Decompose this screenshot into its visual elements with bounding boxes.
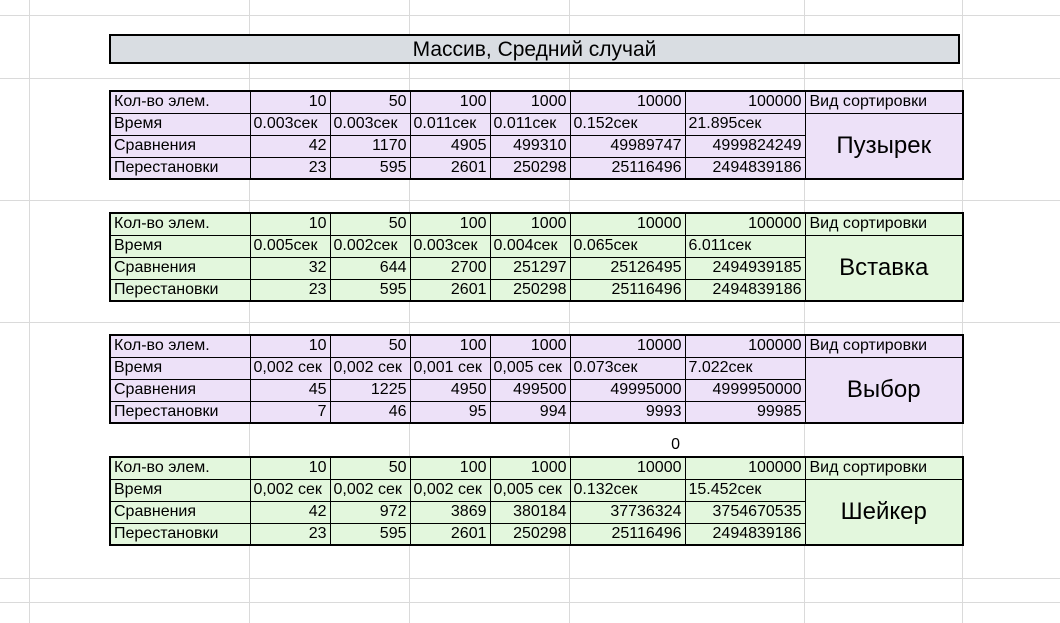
size-cell[interactable]: 100000 [685,213,805,235]
size-cell[interactable]: 100 [410,213,490,235]
time-cell[interactable]: 15.452сек [685,479,805,501]
sort-table [109,334,964,424]
gridline [0,78,1060,79]
sort-name-cell[interactable]: Выбор [805,357,963,423]
comparisons-cell[interactable]: 32 [250,257,330,279]
time-cell[interactable]: 0,005 сек [490,357,570,379]
time-cell[interactable]: 0.132сек [570,479,685,501]
swaps-cell[interactable]: 46 [330,401,410,423]
sort-name-cell[interactable]: Шейкер [805,479,963,545]
swaps-cell[interactable]: 23 [250,523,330,545]
time-cell[interactable]: 6.011сек [685,235,805,257]
comparisons-cell[interactable]: 380184 [490,501,570,523]
comparisons-cell[interactable]: 4905 [410,135,490,157]
table-row [110,213,963,235]
size-cell[interactable]: 10000 [570,335,685,357]
table-row [110,91,963,113]
size-cell[interactable]: 100000 [685,91,805,113]
row-label[interactable]: Кол-во элем. [110,213,250,235]
size-cell[interactable]: 50 [330,91,410,113]
swaps-cell[interactable]: 2601 [410,157,490,179]
row-label[interactable]: Сравнения [110,135,250,157]
comparisons-cell[interactable]: 1225 [330,379,410,401]
size-cell[interactable]: 100000 [685,335,805,357]
time-cell[interactable]: 0,002 сек [410,479,490,501]
swaps-cell[interactable]: 2601 [410,523,490,545]
size-cell[interactable]: 10000 [570,213,685,235]
gridline [29,0,30,623]
comparisons-cell[interactable]: 251297 [490,257,570,279]
table-row [110,235,963,257]
sort-kind-header[interactable]: Вид сортировки [805,335,963,357]
sort-kind-header[interactable]: Вид сортировки [805,213,963,235]
table-row [110,357,963,379]
table-row [110,113,963,135]
row-label[interactable]: Время [110,357,250,379]
size-cell[interactable]: 100000 [685,457,805,479]
swaps-cell[interactable]: 250298 [490,523,570,545]
row-label[interactable]: Время [110,113,250,135]
size-cell[interactable]: 1000 [490,213,570,235]
time-cell[interactable]: 0,002 сек [250,357,330,379]
swaps-cell[interactable]: 2494839186 [685,523,805,545]
size-cell[interactable]: 10000 [570,457,685,479]
swaps-cell[interactable]: 595 [330,157,410,179]
row-label[interactable]: Перестановки [110,157,250,179]
size-cell[interactable]: 1000 [490,91,570,113]
row-label[interactable]: Перестановки [110,279,250,301]
comparisons-cell[interactable]: 37736324 [570,501,685,523]
swaps-cell[interactable]: 250298 [490,157,570,179]
sort-table [109,456,964,546]
table-row [110,335,963,357]
size-cell[interactable]: 10 [250,457,330,479]
gridline [0,578,1060,579]
time-cell[interactable]: 0.152сек [570,113,685,135]
time-cell[interactable]: 0.002сек [330,235,410,257]
swaps-cell[interactable]: 2494839186 [685,157,805,179]
row-label[interactable]: Кол-во элем. [110,91,250,113]
time-cell[interactable]: 0,005 сек [490,479,570,501]
size-cell[interactable]: 10 [250,335,330,357]
comparisons-cell[interactable]: 499310 [490,135,570,157]
comparisons-cell[interactable]: 4999950000 [685,379,805,401]
comparisons-cell[interactable]: 49989747 [570,135,685,157]
size-cell[interactable]: 1000 [490,335,570,357]
gridline [0,200,1060,201]
swaps-cell[interactable]: 23 [250,157,330,179]
time-cell[interactable]: 0.005сек [250,235,330,257]
stray-cell[interactable]: 0 [671,436,680,453]
comparisons-cell[interactable]: 49995000 [570,379,685,401]
time-cell[interactable]: 0.011сек [410,113,490,135]
size-cell[interactable]: 50 [330,335,410,357]
comparisons-cell[interactable]: 45 [250,379,330,401]
time-cell[interactable]: 21.895сек [685,113,805,135]
swaps-cell[interactable]: 2601 [410,279,490,301]
swaps-cell[interactable]: 25116496 [570,279,685,301]
swaps-cell[interactable]: 25116496 [570,523,685,545]
page-title[interactable]: Массив, Средний случай [109,34,960,64]
size-cell[interactable]: 100 [410,335,490,357]
size-cell[interactable]: 10 [250,91,330,113]
comparisons-cell[interactable]: 2494939185 [685,257,805,279]
comparisons-cell[interactable]: 42 [250,135,330,157]
time-cell[interactable]: 0,002 сек [330,479,410,501]
time-cell[interactable]: 0.003сек [410,235,490,257]
swaps-cell[interactable]: 2494839186 [685,279,805,301]
comparisons-cell[interactable]: 4950 [410,379,490,401]
size-cell[interactable]: 10 [250,213,330,235]
time-cell[interactable]: 0,002 сек [330,357,410,379]
table-row [110,479,963,501]
size-cell[interactable]: 100 [410,457,490,479]
row-label[interactable]: Время [110,235,250,257]
swaps-cell[interactable]: 9993 [570,401,685,423]
swaps-cell[interactable]: 95 [410,401,490,423]
swaps-cell[interactable]: 595 [330,279,410,301]
comparisons-cell[interactable]: 25126495 [570,257,685,279]
gridline [0,322,1060,323]
row-label[interactable]: Перестановки [110,523,250,545]
time-cell[interactable]: 0.004сек [490,235,570,257]
swaps-cell[interactable]: 25116496 [570,157,685,179]
comparisons-cell[interactable]: 4999824249 [685,135,805,157]
swaps-cell[interactable]: 23 [250,279,330,301]
row-label[interactable]: Время [110,479,250,501]
comparisons-cell[interactable]: 3869 [410,501,490,523]
table-row [110,457,963,479]
row-label[interactable]: Сравнения [110,257,250,279]
gridline [0,602,1060,603]
swaps-cell[interactable]: 99985 [685,401,805,423]
size-cell[interactable]: 1000 [490,457,570,479]
time-cell[interactable]: 0.073сек [570,357,685,379]
comparisons-cell[interactable]: 3754670535 [685,501,805,523]
gridline [0,15,1060,16]
row-label[interactable]: Кол-во элем. [110,335,250,357]
time-cell[interactable]: 0.065сек [570,235,685,257]
size-cell[interactable]: 10000 [570,91,685,113]
sort-table [109,212,964,302]
swaps-cell[interactable]: 250298 [490,279,570,301]
time-cell[interactable]: 0,001 сек [410,357,490,379]
time-cell[interactable]: 7.022сек [685,357,805,379]
sort-kind-header[interactable]: Вид сортировки [805,91,963,113]
comparisons-cell[interactable]: 42 [250,501,330,523]
row-label[interactable]: Сравнения [110,501,250,523]
comparisons-cell[interactable]: 499500 [490,379,570,401]
row-label[interactable]: Сравнения [110,379,250,401]
row-label[interactable]: Перестановки [110,401,250,423]
comparisons-cell[interactable]: 644 [330,257,410,279]
time-cell[interactable]: 0.003сек [330,113,410,135]
comparisons-cell[interactable]: 1170 [330,135,410,157]
time-cell[interactable]: 0.011сек [490,113,570,135]
size-cell[interactable]: 50 [330,457,410,479]
size-cell[interactable]: 50 [330,213,410,235]
time-cell[interactable]: 0.003сек [250,113,330,135]
sort-table [109,90,964,180]
swaps-cell[interactable]: 994 [490,401,570,423]
time-cell[interactable]: 0,002 сек [250,479,330,501]
comparisons-cell[interactable]: 2700 [410,257,490,279]
sort-kind-header[interactable]: Вид сортировки [805,457,963,479]
sort-name-cell[interactable]: Пузырек [805,113,963,179]
size-cell[interactable]: 100 [410,91,490,113]
swaps-cell[interactable]: 7 [250,401,330,423]
row-label[interactable]: Кол-во элем. [110,457,250,479]
sort-name-cell[interactable]: Вставка [805,235,963,301]
comparisons-cell[interactable]: 972 [330,501,410,523]
swaps-cell[interactable]: 595 [330,523,410,545]
